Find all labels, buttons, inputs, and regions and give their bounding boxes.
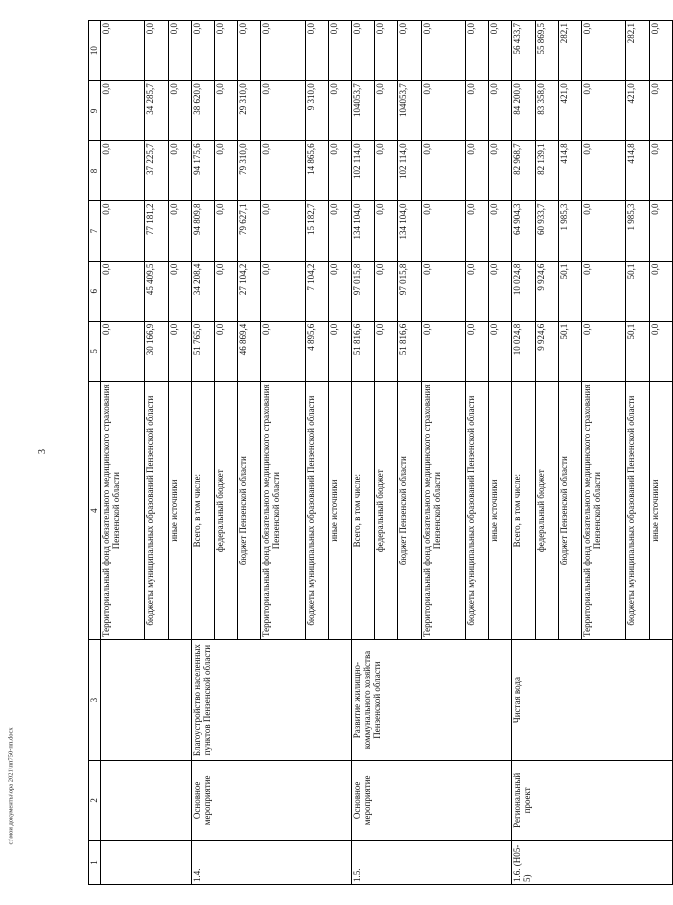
page-number: 3 bbox=[37, 449, 48, 454]
cell-value: 14 865,6 bbox=[305, 141, 328, 201]
cell-value: 9 310,0 bbox=[305, 81, 328, 141]
cell-value: 0,0 bbox=[375, 21, 398, 81]
cell-c2: Региональный проект bbox=[512, 760, 673, 840]
cell-value: 1 985,3 bbox=[558, 201, 581, 261]
cell-value: 82 968,7 bbox=[512, 141, 535, 201]
cell-value: 421,0 bbox=[558, 81, 581, 141]
column-header: 3 bbox=[89, 640, 101, 760]
cell-value: 0,0 bbox=[168, 201, 191, 261]
cell-value: 0,0 bbox=[375, 201, 398, 261]
cell-value: 0,0 bbox=[649, 141, 673, 201]
cell-value: 50,1 bbox=[558, 321, 581, 381]
footer-file-path: c:\мои документы\ора 2021\пп750-пп.docx bbox=[7, 727, 15, 845]
table-row bbox=[512, 21, 535, 885]
cell-value: 0,0 bbox=[328, 21, 351, 81]
cell-value: 94 175,6 bbox=[191, 141, 214, 201]
cell-value: 0,0 bbox=[261, 21, 305, 81]
cell-value: 0,0 bbox=[649, 201, 673, 261]
cell-funding-source: иные источники bbox=[328, 381, 351, 640]
cell-value: 0,0 bbox=[261, 321, 305, 381]
cell-value: 0,0 bbox=[489, 21, 512, 81]
cell-value: 29 310,0 bbox=[238, 81, 261, 141]
column-header: 6 bbox=[89, 261, 101, 321]
cell-value: 79 627,1 bbox=[238, 201, 261, 261]
cell-value: 0,0 bbox=[328, 201, 351, 261]
cell-c1: 1.6. (Н05-5) bbox=[512, 840, 673, 884]
cell-value: 4 895,6 bbox=[305, 321, 328, 381]
cell-value: 0,0 bbox=[101, 201, 145, 261]
cell-value: 79 310,0 bbox=[238, 141, 261, 201]
cell-value: 27 104,2 bbox=[238, 261, 261, 321]
cell-value: 0,0 bbox=[398, 21, 421, 81]
cell-value: 82 139,1 bbox=[535, 141, 558, 201]
cell-value: 0,0 bbox=[421, 261, 465, 321]
cell-c2: Основное мероприятие bbox=[191, 760, 351, 840]
cell-value: 0,0 bbox=[101, 261, 145, 321]
cell-funding-source: бюджет Пензенской области bbox=[238, 381, 261, 640]
cell-value: 97 015,8 bbox=[398, 261, 421, 321]
cell-value: 38 620,0 bbox=[191, 81, 214, 141]
cell-value: 104053,7 bbox=[352, 81, 375, 141]
cell-value: 0,0 bbox=[581, 261, 625, 321]
cell-c1: 1.5. bbox=[352, 840, 512, 884]
cell-value: 97 015,8 bbox=[352, 261, 375, 321]
cell-value: 0,0 bbox=[214, 21, 237, 81]
cell-value: 0,0 bbox=[649, 261, 673, 321]
cell-value: 421,0 bbox=[626, 81, 649, 141]
column-header: 2 bbox=[89, 760, 101, 840]
cell-value: 0,0 bbox=[489, 321, 512, 381]
cell-value: 50,1 bbox=[626, 261, 649, 321]
cell-value: 0,0 bbox=[261, 261, 305, 321]
header-row bbox=[89, 21, 101, 885]
cell-value: 0,0 bbox=[214, 141, 237, 201]
cell-value: 0,0 bbox=[465, 81, 488, 141]
cell-value: 55 869,5 bbox=[535, 21, 558, 81]
cell-value: 0,0 bbox=[101, 21, 145, 81]
cell-value: 0,0 bbox=[168, 21, 191, 81]
cell-value: 0,0 bbox=[375, 141, 398, 201]
cell-funding-source: иные источники bbox=[168, 381, 191, 640]
cell-c3: Чистая вода bbox=[512, 640, 673, 760]
cell-value: 0,0 bbox=[328, 81, 351, 141]
cell-value: 15 182,7 bbox=[305, 201, 328, 261]
cell-value: 104053,7 bbox=[398, 81, 421, 141]
cell-value: 0,0 bbox=[465, 21, 488, 81]
cell-value: 50,1 bbox=[558, 261, 581, 321]
cell-value: 51 816,6 bbox=[398, 321, 421, 381]
column-header: 1 bbox=[89, 840, 101, 884]
column-header: 10 bbox=[89, 21, 101, 81]
cell-value: 134 104,0 bbox=[398, 201, 421, 261]
cell-value: 0,0 bbox=[465, 261, 488, 321]
column-header: 5 bbox=[89, 321, 101, 381]
cell-value: 414,8 bbox=[626, 141, 649, 201]
cell-value: 102 114,0 bbox=[398, 141, 421, 201]
column-header: 8 bbox=[89, 141, 101, 201]
cell-value: 414,8 bbox=[558, 141, 581, 201]
cell-value: 0,0 bbox=[145, 21, 168, 81]
cell-c3: Развитие жилищно-коммунального хозяйства Пензенской области bbox=[352, 640, 512, 760]
cell-value: 0,0 bbox=[261, 81, 305, 141]
cell-funding-source: Всего, в том числе: bbox=[191, 381, 214, 640]
cell-value: 30 166,9 bbox=[145, 321, 168, 381]
cell-funding-source: Территориальный фонд обязательного медицинского страхования Пензенской области bbox=[101, 381, 145, 640]
cell-value: 134 104,0 bbox=[352, 201, 375, 261]
cell-value: 37 225,7 bbox=[145, 141, 168, 201]
cell-funding-source: Всего, в том числе: bbox=[352, 381, 375, 640]
cell-value: 282,1 bbox=[626, 21, 649, 81]
cell-value: 0,0 bbox=[421, 141, 465, 201]
cell-funding-source: бюджеты муниципальных образований Пензенской области bbox=[465, 381, 488, 640]
cell-value: 0,0 bbox=[261, 201, 305, 261]
cell-c1: 1.4. bbox=[191, 840, 351, 884]
cell-value: 1 985,3 bbox=[626, 201, 649, 261]
cell-value: 0,0 bbox=[168, 81, 191, 141]
cell-value: 0,0 bbox=[581, 81, 625, 141]
column-header: 4 bbox=[89, 381, 101, 640]
cell-value: 64 904,3 bbox=[512, 201, 535, 261]
cell-value: 0,0 bbox=[489, 141, 512, 201]
cell-value: 0,0 bbox=[489, 261, 512, 321]
cell-value: 0,0 bbox=[101, 81, 145, 141]
cell-value: 102 114,0 bbox=[352, 141, 375, 201]
cell-value: 0,0 bbox=[261, 141, 305, 201]
cell-value: 0,0 bbox=[581, 141, 625, 201]
column-header: 7 bbox=[89, 201, 101, 261]
cell-value: 7 104,2 bbox=[305, 261, 328, 321]
cell-value: 34 285,7 bbox=[145, 81, 168, 141]
cell-value: 0,0 bbox=[375, 81, 398, 141]
cell-value: 0,0 bbox=[168, 321, 191, 381]
cell-value: 0,0 bbox=[421, 201, 465, 261]
cell-value: 0,0 bbox=[101, 321, 145, 381]
cell-c2: Основное мероприятие bbox=[352, 760, 512, 840]
cell-value: 46 869,4 bbox=[238, 321, 261, 381]
financing-table bbox=[88, 20, 673, 885]
cell-funding-source: бюджет Пензенской области bbox=[398, 381, 421, 640]
cell-value: 0,0 bbox=[581, 21, 625, 81]
cell-value: 0,0 bbox=[328, 261, 351, 321]
cell-value: 0,0 bbox=[581, 321, 625, 381]
cell-funding-source: федеральный бюджет bbox=[535, 381, 558, 640]
cell-value: 0,0 bbox=[168, 141, 191, 201]
cell-value: 0,0 bbox=[489, 81, 512, 141]
cell-funding-source: федеральный бюджет bbox=[375, 381, 398, 640]
rotated-table-frame bbox=[88, 20, 673, 885]
table-row bbox=[191, 21, 214, 885]
cell-funding-source: Территориальный фонд обязательного медицинского страхования Пензенской области bbox=[421, 381, 465, 640]
cell-value: 0,0 bbox=[191, 21, 214, 81]
cell-value: 0,0 bbox=[305, 21, 328, 81]
cell-value: 0,0 bbox=[328, 141, 351, 201]
cell-value: 50,1 bbox=[626, 321, 649, 381]
table-body bbox=[101, 21, 673, 885]
cell-value: 0,0 bbox=[465, 321, 488, 381]
cell-value: 60 933,7 bbox=[535, 201, 558, 261]
cell-value: 10 024,8 bbox=[512, 261, 535, 321]
cell-funding-source: Территориальный фонд обязательного медицинского страхования Пензенской области bbox=[261, 381, 305, 640]
cell-funding-source: бюджеты муниципальных образований Пензенской области bbox=[626, 381, 649, 640]
cell-value: 9 924,6 bbox=[535, 261, 558, 321]
cell-value: 0,0 bbox=[465, 141, 488, 201]
cell-funding-source: иные источники bbox=[489, 381, 512, 640]
cell-value: 0,0 bbox=[101, 141, 145, 201]
cell-value: 0,0 bbox=[421, 21, 465, 81]
cell-value: 51 816,6 bbox=[352, 321, 375, 381]
cell-value: 45 409,5 bbox=[145, 261, 168, 321]
cell-value: 0,0 bbox=[581, 201, 625, 261]
cell-value: 0,0 bbox=[375, 261, 398, 321]
cell-funding-source: бюджет Пензенской области bbox=[558, 381, 581, 640]
cell-funding-source: иные источники bbox=[649, 381, 673, 640]
cell-value: 0,0 bbox=[421, 321, 465, 381]
cell-value: 0,0 bbox=[238, 21, 261, 81]
cell-c3: Благоустройство населенных пунктов Пензенской области bbox=[191, 640, 351, 760]
cell-value: 0,0 bbox=[214, 201, 237, 261]
cell-value: 83 358,0 bbox=[535, 81, 558, 141]
table-row bbox=[352, 21, 375, 885]
cell-value: 51 765,0 bbox=[191, 321, 214, 381]
cell-funding-source: федеральный бюджет bbox=[214, 381, 237, 640]
cell-value: 10 024,8 bbox=[512, 321, 535, 381]
column-header: 9 bbox=[89, 81, 101, 141]
cell-funding-source: Территориальный фонд обязательного медицинского страхования Пензенской области bbox=[581, 381, 625, 640]
cell-value: 84 200,0 bbox=[512, 81, 535, 141]
cell-c2 bbox=[101, 760, 192, 840]
cell-funding-source: бюджеты муниципальных образований Пензенской области bbox=[305, 381, 328, 640]
cell-value: 0,0 bbox=[214, 81, 237, 141]
cell-value: 34 208,4 bbox=[191, 261, 214, 321]
cell-value: 0,0 bbox=[465, 201, 488, 261]
cell-value: 0,0 bbox=[649, 21, 673, 81]
cell-c1 bbox=[101, 840, 192, 884]
cell-value: 0,0 bbox=[649, 81, 673, 141]
cell-value: 282,1 bbox=[558, 21, 581, 81]
rotated-table-container bbox=[88, 20, 673, 885]
cell-value: 0,0 bbox=[489, 201, 512, 261]
cell-value: 0,0 bbox=[421, 81, 465, 141]
cell-c3 bbox=[101, 640, 192, 760]
cell-value: 0,0 bbox=[649, 321, 673, 381]
cell-value: 77 181,2 bbox=[145, 201, 168, 261]
cell-value: 56 433,7 bbox=[512, 21, 535, 81]
cell-value: 9 924,6 bbox=[535, 321, 558, 381]
cell-funding-source: Всего, в том числе: bbox=[512, 381, 535, 640]
table-row bbox=[101, 21, 145, 885]
cell-value: 0,0 bbox=[214, 261, 237, 321]
cell-value: 0,0 bbox=[375, 321, 398, 381]
cell-value: 0,0 bbox=[352, 21, 375, 81]
cell-value: 0,0 bbox=[328, 321, 351, 381]
cell-value: 0,0 bbox=[214, 321, 237, 381]
cell-value: 94 809,8 bbox=[191, 201, 214, 261]
cell-funding-source: бюджеты муниципальных образований Пензенской области bbox=[145, 381, 168, 640]
cell-value: 0,0 bbox=[168, 261, 191, 321]
